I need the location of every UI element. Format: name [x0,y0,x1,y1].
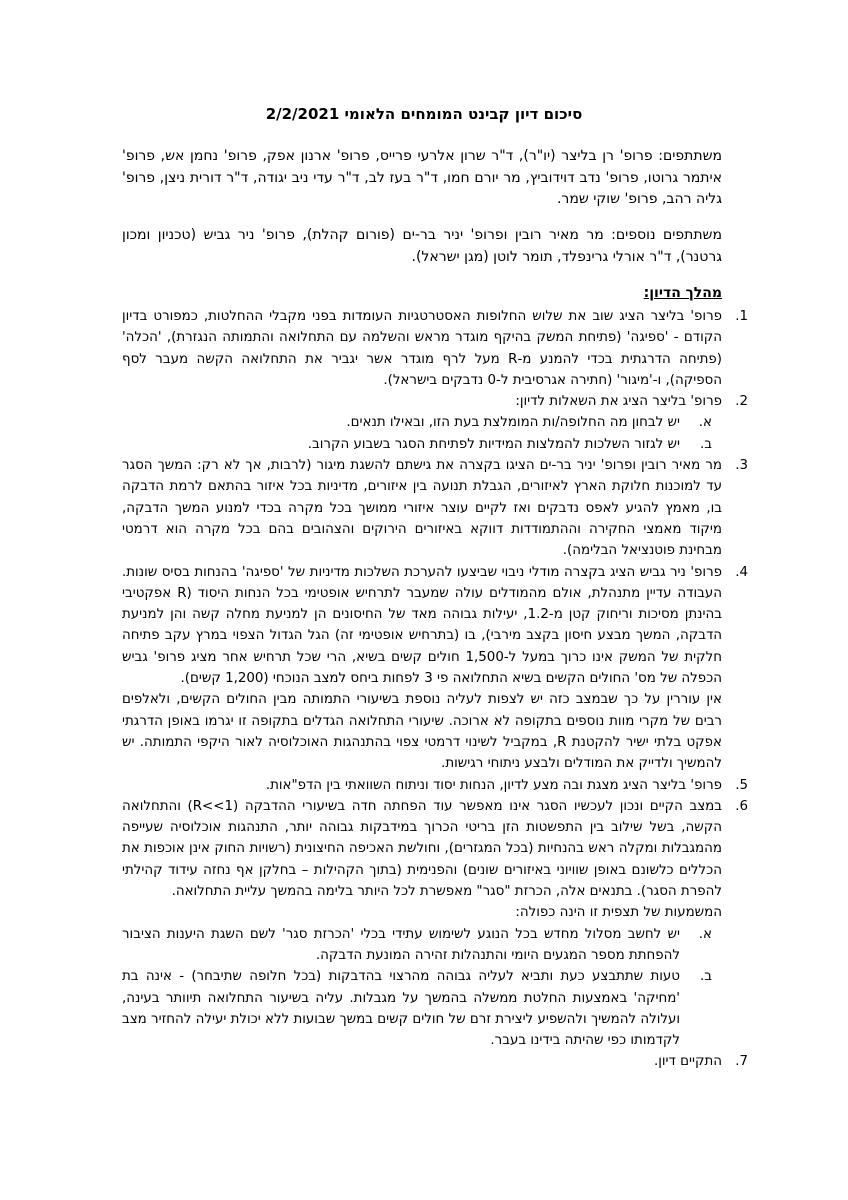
sub-list [122,924,722,1052]
item-number: 1. [735,309,748,324]
list-item-7 [122,1051,748,1072]
item-continuation: אין עוררין על כך שבמצב כזה יש לצפות לעליה נוספת בשיעורי התמותה מבין החולים הקשים, ולאלפים רבים של מקרי מוות נוספים בתקופה לא ארוכה. שיעורי התחלואה הגדלים בתקופה זו יגרמו באופן הדרגתי אפקט בלתי ישיר להקטנת R, במקביל לשינוי דרמטי צפוי בהתנהגות האוכלוסיה לאור היקפי התמותה. יש להמשיך ולדייק את המודלים ולבצע ניתוחי רגישות. [122,692,722,772]
item-text: פרופ' בליצר הציג מצגת ובה מצע לדיון, הנחות יסוד וניתוח השוואתי בין הדפ"אות. [265,777,722,793]
item-text: פרופ' ניר גביש הציג בקצרה מודלי ניבוי שביצעו להערכת השלכות מדיניות של 'ספיגה' בהנחות בסיס שונות. העבודה עדיין מתנהלת, אולם מהמודלים עולה שמעבר לתרחיש אופטימי בכל הנחות היסוד (R אפקטיבי בהינתן מסיכות וריחוק קטן מ-1.2, יעילות גבוהה מאד של החיסונים הן למניעת מחלה קשה והן למניעת הדבקה, המשך מבצע חיסון בקצב מירבי), בו (בתרחיש אופטימי זה) הגל הגדול הצפוי במרץ עקב פתיחה חלקית של המשק אינו כרוך במעל ל-1,500 חולים קשים בשיא, הרי שכל תרחיש אחר מציג פרופ' גביש הכפלה של מס' החולים הקשים בשיא התחלואה פי 3 לפחות ביחס למצב הנוכחי (1,200 קשים). [122,564,722,687]
item-number: 5. [735,777,748,793]
item-number: 7. [735,1054,748,1070]
sub-item [122,434,722,455]
participants-paragraph: משתתפים: פרופ' רן בליצר (יו"ר), ד"ר שרון אלרעי פרייס, פרופ' ארנון אפק, פרופ' נחמן אש, פרופ' איתמר גרוטו, פרופ' נדב דוידוביץ, מר יורם חמו, ד"ר בעז לב, ד"ר עדי ניב יגודה, ד"ר דורית ניצן, פרופ' גליה רהב, פרופ' שוקי שמר. [122,148,722,208]
sub-item [122,924,722,967]
sub-item [122,966,722,1051]
discussion-list [122,306,748,1073]
item-text: התקיים דיון. [653,1054,722,1070]
item-number: 2. [735,394,748,410]
sub-item-number: ב. [700,969,712,985]
list-item-2 [122,391,748,455]
sub-item-text: יש לבחון מה החלופה/ות המומלצת בעת הזו, ובאילו תנאים. [346,415,680,431]
list-item-3 [122,455,748,561]
list-item-6 [122,796,748,1052]
item-number: 4. [735,564,748,580]
list-item-5 [122,775,748,796]
item-number: 3. [735,458,748,474]
sub-item-text: יש לגזור השלכות להמלצות המידיות לפתיחת הסגר בשבוע הקרוב. [307,436,680,452]
sub-list [122,412,722,455]
sub-item-number: ב. [700,436,712,452]
sub-item-number: א. [698,926,712,942]
document-title: סיכום דיון קבינט המומחים הלאומי 2/2/2021 [265,105,583,123]
sub-item-text: טעות שתתבצע כעת ותביא לעליה גבוהה מהרצוי בהדבקות (בכל חלופה שתיבחר) - אינה בת 'מחיקה' באמצעות החלטת ממשלה בהמשך על מגבלות. עליה בשיעור התחלואה תיוותר בעינה, ועלולה להמשיך ולהשפיע ליצירת זרם של חולים קשים במשך שבועות ללא יכולת יעילה להחזיר מצב לקדמותו כפי שהיתה בידינו בעבר. [122,969,680,1049]
item-text-2: המשמעות של תצפית זו הינה כפולה: [515,905,722,921]
item-text: פרופ' בליצר הציג שוב את שלוש החלופות האסטרטגיות העומדות בפני מקבלי ההחלטות, כמפורט בדיון הקודם - 'ספיגה' (פתיחת המשק בהיקף מוגדר מראש והשלמה עם התחלואה והתמותה הנגזרת), 'הכלה' (פתיחה הדרגתית בכדי להמנע מ-R מעל לרף מוגדר אשר יגביר את התחלואה הקשה מעבר לסף הספיקה), ו-'מיגור' (חתירה אגרסיבית ל-0 נדבקים בישראל). [122,309,722,388]
item-text: מר מאיר רובין ופרופ' יניר בר-ים הציגו בקצרה את גישתם להשגת מיגור (לרבות, אך לא רק: המשך הסגר עד למוכנות חלוקת הארץ לאיזורים, הגבלת תנועה בין איזורים, מדיניות בכל איזור בהתאם לרמת הדבקה בו, מאמץ להגיע לאפס נדבקים ואז לקיים עוצר איזורי ממושך בכל מקרה בכדי למנוע המשך הדבקה, מיקוד מאמצי החקירה וההתמודדות דווקא באיזורים הירוקים והצהובים בהם בכל מקרה הוא דרמטי מבחינת פוטנציאל הבלימה). [122,458,722,559]
item-number: 6. [735,798,748,814]
sub-item [122,412,722,433]
list-item-1 [122,306,748,391]
sub-item-text: יש לחשב מסלול מחדש בכל הנוגע לשימוש עתידי בכלי 'הכרזת סגר' לשם השגת היענות הציבור להפחתת מספר המגעים היומי והתנהלות זהירה המונעת הדבקה. [122,926,680,963]
item-text: במצב הקיים ונכון לעכשיו הסגר אינו מאפשר עוד הפחתה חדה בשיעורי ההדבקה (R<<1) והתחלואה הקשה, בשל שילוב בין התפשטות הזן בריטי הכרוך במידבקות גבוהה יותר, התנהגות אוכלוסיה שעייפה מהמגבלות ומקלה ראש בהנחיות (בכל המגזרים), וחולשת האכיפה החיצונית (רשויות החוק אינן אוכפות את הכללים כלשונם באופן שוויוני באיזורים שונים) והפנימית (בתוך הקהילות – בחלקן אף נחזה עידוד קהילתי להפרת הסגר). בתנאים אלה, הכרזת "סגר" מאפשרת לכל היותר בלימה בהמשך עליית התחלואה. [122,798,722,900]
item-text: פרופ' בליצר הציג את השאלות לדיון: [515,394,722,410]
list-item-4 [122,562,748,775]
sub-item-number: א. [698,415,712,431]
additional-participants-paragraph: משתתפים נוספים: מר מאיר רובין ופרופ' יניר בר-ים (פורום קהלת), פרופ' ניר גביש (טכניון ומכון גרטנר), ד"ר אורלי גרינפלד, תומר לוטן (מגן ישראל). [122,227,722,265]
discussion-heading: מהלך הדיון: [643,285,722,301]
